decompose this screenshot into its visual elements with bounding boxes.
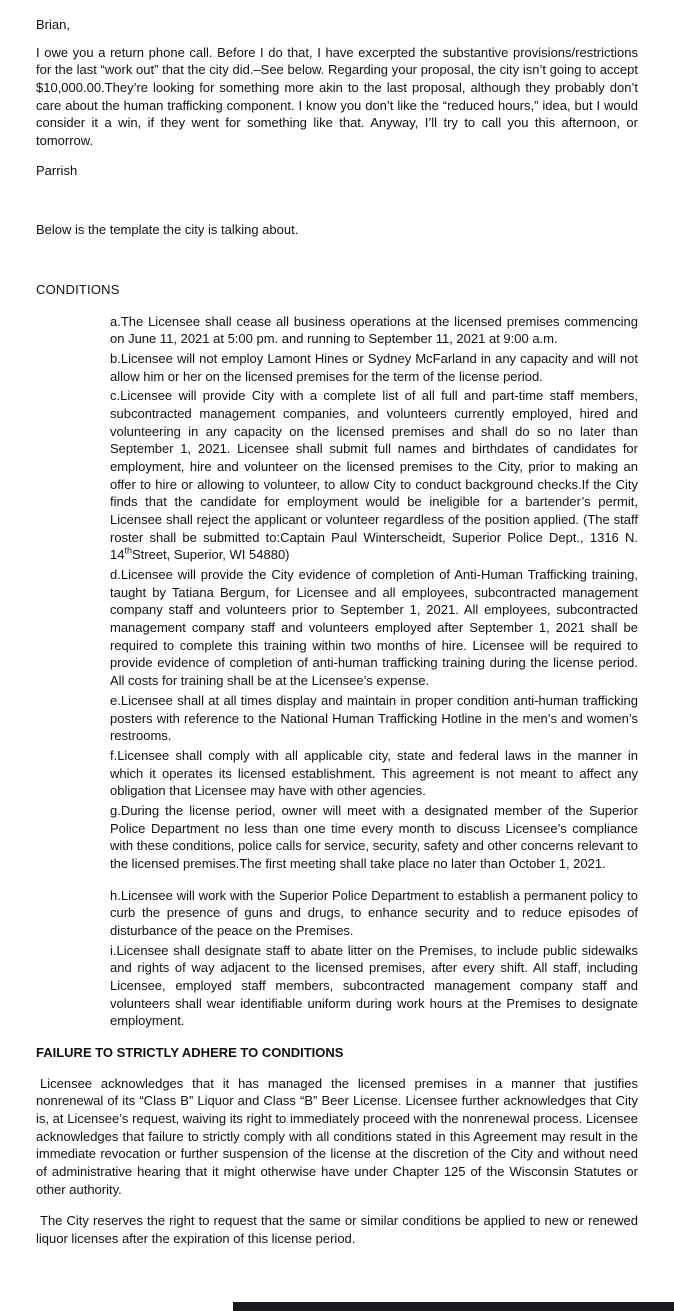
conditions-heading: CONDITIONS [36,282,120,298]
condition-item-a: a.The Licensee shall cease all business operations at the licensed premises commencing on June 11, 2021 at 5:00 pm. and running to September 11, 2021 at 9:00 a.m. [110,313,638,347]
condition-item-g: g.During the license period, owner will meet with a designated member of the Superior Police Department no less than one time every month to discuss Licensee’s compliance with these conditions, police calls for service, security, safety and other concerns relevant to the licensed premises.The first meeting shall take place no later than October 1, 2021. [110,802,638,871]
condition-item-h: h.Licensee will work with the Superior Police Department to establish a permanent policy to curb the presence of guns and drugs, to enhance security and to reduce episodes of disturbance of the peace on the Premises. [110,887,638,938]
condition-item-f: f.Licensee shall comply with all applicable city, state and federal laws in the manner in which it operates its licensed establishment. This agreement is not meant to affect any obligation that Licensee may have with other agencies. [110,747,638,799]
failure-paragraph-1: Licensee acknowledges that it has managed the licensed premises in a manner that justifies nonrenewal of its “Class B” Liquor and Class “B” Beer License. Licensee further acknowledges that City is, at Licensee’s request, waiving its right to immediately proceed with the nonrenewal process. Licensee acknowledges that failure to strictly comply with all conditions stated in this Agreement may result in the immediate revocation or further suspension of the license at the discretion of the City and without need of administrative hearing that it might otherwise have under Chapter 125 of the Wisconsin Statutes or other authority. [36,1075,638,1197]
bottom-edge-bar [233,1302,674,1311]
greeting: Brian, [36,17,70,32]
condition-item-e: e.Licensee shall at all times display and maintain in proper condition anti-human trafficking posters with reference to the National Human Trafficking Hotline in the men’s and women’s restrooms. [110,692,638,744]
condition-c-text-after: Street, Superior, WI 54880) [131,547,290,563]
condition-c-text: c.Licensee will provide City with a complete list of all full and part-time staff members, subcontracted management companies, and volunteers currently employed, hired and volunteering in any capacity on the licensed premises and shall do so no later than September 1, 2021. Licensee shall submit full names and birthdates of candidates for employment, hire and volunteer on the licensed premises to the City, prior to making an offer to hire or allowing to volunteer, to allow City to conduct background checks.If the City finds that the candidate for employment would be ineligible for a bartender’s permit, Licensee shall reject the applicant or volunteer regardless of the position applied. (The staff roster shall be submitted to:Captain Paul Winterscheidt, Superior Police Dept., 1316 N. 14 [110,388,638,563]
template-note: Below is the template the city is talking about. [36,222,299,238]
failure-paragraph-2: The City reserves the right to request that the same or similar conditions be applied to new or renewed liquor licenses after the expiration of this license period. [36,1213,638,1246]
failure-heading: FAILURE TO STRICTLY ADHERE TO CONDITIONS [36,1044,344,1060]
condition-item-d: d.Licensee will provide the City evidence of completion of Anti-Human Trafficking training, taught by Tatiana Bergum, for Licensee and all employees, subcontracted management company staff and volunteers prior to September 1, 2021. All employees, subcontracted management company staff and volunteers employed after September 1, 2021 shall be required to complete this training within two months of hire. Licensee will be required to provide evidence of completion of anti-human trafficking training during the license period. All costs for training shall be at the Licensee’s expense. [110,567,638,689]
conditions-list [110,313,638,1030]
condition-item-b: b.Licensee will not employ Lamont Hines or Sydney McFarland in any capacity and will not allow him or her on the licensed premises for the term of the license period. [110,351,638,384]
condition-item-c [110,387,638,564]
condition-item-i: i.Licensee shall designate staff to abate litter on the Premises, to include public sidewalks and rights of way adjacent to the licensed premises, after every shift. All staff, including Licensee, employed staff members, subcontracted management company staff and volunteers shall wear identifiable uniform during work hours at the Premises to designate employment. [110,942,638,1029]
signature: Parrish [36,162,78,178]
intro-paragraph: I owe you a return phone call. Before I do that, I have excerpted the substantive provisions/restrictions for the last “work out” that the city did.–See below. Regarding your proposal, the city isn’t going to accept $10,000.00.They’re looking for something more akin to the last proposal, although they probably don’t care about the human trafficking component. I know you don’t like the “reduced hours,” idea, but I would consider it a win, if they went for something like that. Anyway, I’ll try to call you this afternoon, or tomorrow. [36,44,638,149]
ordinal-superscript: th [124,546,132,557]
